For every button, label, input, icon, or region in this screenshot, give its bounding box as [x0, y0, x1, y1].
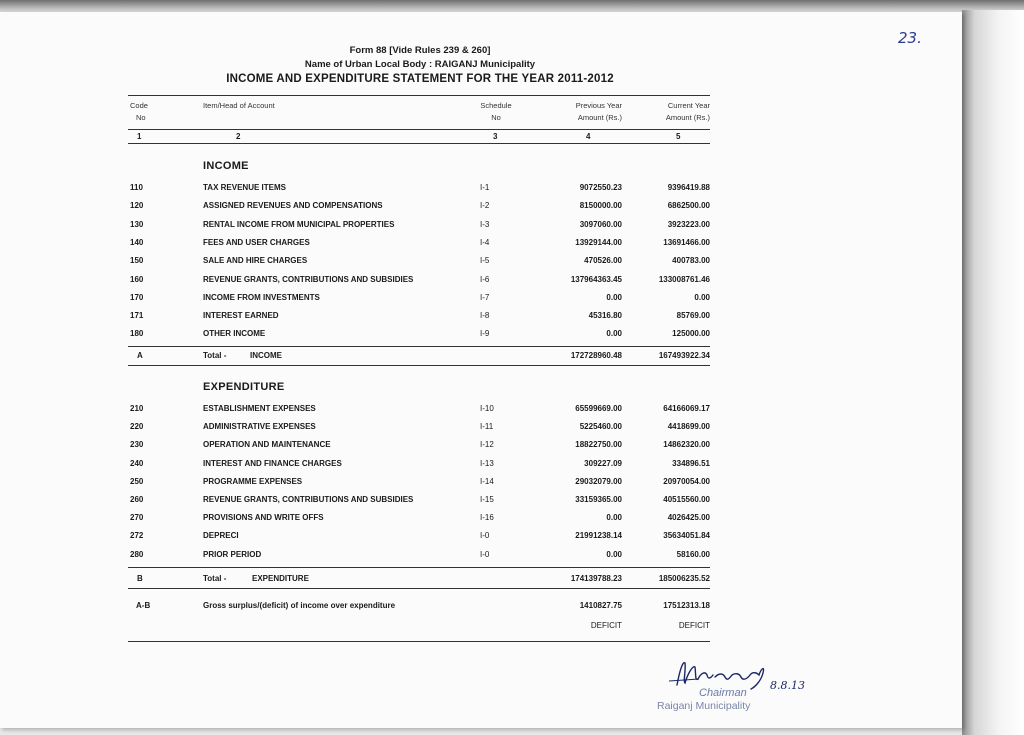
col-header-schedule-line1: Schedule	[480, 101, 512, 110]
income-row-current: 85769.00	[676, 311, 710, 321]
income-row-item: ASSIGNED REVENUES AND COMPENSATIONS	[203, 201, 383, 211]
expenditure-row-previous: 29032079.00	[575, 476, 622, 486]
income-row-schedule: I-8	[480, 311, 490, 321]
body-name: Name of Urban Local Body : RAIGANJ Municipality	[304, 59, 536, 70]
col-header-previous-line2: Amount (Rs.)	[577, 113, 622, 122]
income-row-current: 6862500.00	[667, 201, 710, 211]
income-row-current: 133008761.46	[658, 274, 710, 284]
signature-block	[655, 657, 825, 717]
expenditure-total-code: B	[137, 574, 143, 583]
income-row-item: INTEREST EARNED	[203, 311, 279, 321]
income-row-code: 160	[130, 274, 144, 284]
expenditure-row-item: PRIOR PERIOD	[203, 549, 262, 559]
income-row-schedule: I-7	[480, 292, 490, 302]
income-row-item: FEES AND USER CHARGES	[203, 237, 310, 247]
expenditure-row-current: 40515560.00	[663, 495, 710, 504]
income-row-schedule: I-4	[480, 237, 490, 247]
expenditure-row-schedule: I-0	[480, 531, 490, 541]
expenditure-row-item: ESTABLISHMENT EXPENSES	[203, 404, 316, 413]
income-row-current: 125000.00	[672, 329, 710, 339]
income-row-code: 120	[130, 201, 144, 211]
expenditure-row-code: 210	[130, 404, 144, 413]
income-section-title: INCOME	[203, 160, 249, 172]
document-page	[0, 12, 962, 728]
income-row-item: OTHER INCOME	[203, 329, 266, 339]
expenditure-row-current: 64166069.17	[663, 404, 710, 413]
expenditure-row-schedule: I-14	[480, 476, 494, 486]
col-header-previous	[540, 100, 622, 124]
income-row-code: 150	[130, 256, 144, 266]
income-row-item: TAX REVENUE ITEMS	[203, 183, 286, 192]
expenditure-row-item: PROVISIONS AND WRITE OFFS	[203, 513, 324, 523]
income-row-previous: 0.00	[606, 292, 622, 302]
income-total-top-rule	[128, 346, 710, 347]
income-row-previous: 0.00	[606, 329, 622, 339]
expenditure-row-code: 280	[130, 549, 144, 559]
expenditure-row-previous: 21991238.14	[575, 531, 622, 541]
expenditure-row-schedule: I-11	[480, 422, 494, 432]
expenditure-row-current: 4418699.00	[667, 422, 710, 432]
income-row-previous: 8150000.00	[579, 201, 622, 211]
expenditure-row-previous: 65599669.00	[575, 404, 622, 413]
stamp-organization: Raiganj Municipality	[657, 700, 751, 712]
expenditure-row-schedule: I-12	[480, 440, 494, 450]
surplus-previous: 1410827.75	[579, 601, 622, 610]
col-header-current-line1: Current Year	[667, 101, 710, 110]
income-row-previous: 45316.80	[588, 311, 622, 321]
header-rule	[128, 129, 710, 130]
expenditure-row-previous: 309227.09	[584, 458, 622, 468]
expenditure-row-current: 20970054.00	[663, 476, 710, 486]
stamp-title: Chairman	[699, 687, 747, 699]
expenditure-row-item: REVENUE GRANTS, CONTRIBUTIONS AND SUBSIDIES	[203, 495, 414, 504]
income-row-previous: 470526.00	[584, 256, 622, 266]
income-row-item: SALE AND HIRE CHARGES	[203, 256, 308, 266]
income-row-current: 0.00	[694, 292, 710, 302]
expenditure-row-code: 220	[130, 422, 144, 432]
col-header-schedule	[474, 100, 518, 124]
surplus-previous-note: DEFICIT	[590, 621, 622, 630]
income-total-code: A	[137, 351, 143, 360]
expenditure-row-code: 230	[130, 440, 144, 450]
income-row-current: 3923223.00	[667, 219, 710, 229]
income-row-schedule: I-1	[480, 183, 490, 192]
expenditure-row-item: PROGRAMME EXPENSES	[203, 476, 303, 486]
expenditure-total-bottom-rule	[128, 588, 710, 589]
income-row-schedule: I-9	[480, 329, 490, 339]
income-total-current: 167493922.34	[658, 351, 710, 360]
table-bottom-rule	[128, 641, 710, 642]
surplus-current-note: DEFICIT	[678, 621, 710, 630]
expenditure-section-title: EXPENDITURE	[203, 381, 285, 393]
income-row-item: RENTAL INCOME FROM MUNICIPAL PROPERTIES	[203, 219, 395, 229]
expenditure-row-current: 58160.00	[676, 549, 710, 559]
col-number-4: 4	[586, 132, 591, 141]
expenditure-total-name: EXPENDITURE	[252, 574, 309, 583]
expenditure-row-previous: 5225460.00	[579, 422, 622, 432]
expenditure-row-schedule: I-15	[480, 495, 494, 504]
expenditure-row-schedule: I-0	[480, 549, 490, 559]
income-row-code: 110	[130, 183, 143, 192]
col-header-code	[130, 100, 170, 124]
expenditure-row-schedule: I-16	[480, 513, 494, 523]
expenditure-row-current: 334896.51	[672, 458, 710, 468]
income-row-schedule: I-2	[480, 201, 490, 211]
expenditure-row-previous: 33159365.00	[575, 495, 622, 504]
col-header-code-line2: No	[136, 113, 146, 122]
expenditure-row-previous: 0.00	[606, 513, 622, 523]
col-header-previous-line1: Previous Year	[575, 101, 622, 110]
handwritten-page-number: 23.	[898, 29, 922, 47]
surplus-code: A-B	[136, 601, 151, 610]
income-row-code: 170	[130, 292, 144, 302]
statement-title: INCOME AND EXPENDITURE STATEMENT FOR THE YEAR 2011-2012	[226, 73, 614, 85]
scan-right-edge	[962, 10, 1024, 735]
income-row-schedule: I-3	[480, 219, 490, 229]
table-top-rule	[128, 95, 710, 96]
col-header-item: Item/Head of Account	[203, 101, 275, 110]
expenditure-row-previous: 0.00	[606, 549, 622, 559]
expenditure-row-code: 260	[130, 495, 144, 504]
col-number-2: 2	[236, 132, 241, 141]
income-row-current: 13691466.00	[663, 237, 710, 247]
expenditure-row-item: ADMINISTRATIVE EXPENSES	[203, 422, 316, 432]
expenditure-row-code: 240	[130, 458, 144, 468]
expenditure-row-code: 272	[130, 531, 144, 541]
column-number-rule	[128, 143, 710, 144]
income-row-schedule: I-6	[480, 274, 490, 284]
income-total-label: Total -	[203, 351, 227, 360]
income-total-bottom-rule	[128, 365, 710, 366]
expenditure-total-label: Total -	[203, 574, 227, 583]
income-row-previous: 3097060.00	[579, 219, 622, 229]
income-total-name: INCOME	[250, 351, 282, 360]
col-number-1: 1	[137, 132, 142, 141]
expenditure-total-top-rule	[128, 567, 710, 568]
expenditure-row-code: 270	[130, 513, 144, 523]
income-row-previous: 13929144.00	[575, 237, 622, 247]
col-header-code-line1: Code	[130, 101, 148, 110]
col-header-current-line2: Amount (Rs.)	[665, 113, 710, 122]
col-number-5: 5	[676, 132, 681, 141]
income-total-previous: 172728960.48	[570, 351, 622, 360]
expenditure-row-current: 4026425.00	[667, 513, 710, 523]
income-row-item: REVENUE GRANTS, CONTRIBUTIONS AND SUBSIDIES	[203, 274, 414, 284]
expenditure-row-schedule: I-10	[480, 404, 494, 413]
expenditure-total-current: 185006235.52	[658, 574, 710, 583]
expenditure-row-previous: 18822750.00	[575, 440, 622, 450]
col-header-schedule-line2: No	[491, 113, 501, 122]
income-row-previous: 137964363.45	[570, 274, 622, 284]
income-row-current: 9396419.88	[667, 183, 710, 192]
expenditure-row-code: 250	[130, 476, 144, 486]
signature-date: 8.8.13	[770, 679, 805, 692]
expenditure-row-item: OPERATION AND MAINTENANCE	[203, 440, 331, 450]
surplus-label: Gross surplus/(deficit) of income over expenditure	[203, 601, 396, 610]
income-row-code: 180	[130, 329, 144, 339]
expenditure-row-item: INTEREST AND FINANCE CHARGES	[203, 458, 342, 468]
expenditure-row-schedule: I-13	[480, 458, 494, 468]
income-row-current: 400783.00	[672, 256, 710, 266]
expenditure-row-current: 14862320.00	[663, 440, 710, 450]
col-number-3: 3	[493, 132, 498, 141]
expenditure-total-previous: 174139788.23	[570, 574, 622, 583]
income-row-schedule: I-5	[480, 256, 490, 266]
surplus-current: 17512313.18	[663, 601, 710, 610]
col-header-current	[630, 100, 710, 124]
expenditure-row-current: 35634051.84	[663, 531, 710, 541]
expenditure-row-item: DEPRECI	[203, 531, 239, 541]
income-row-code: 171	[130, 311, 144, 321]
form-reference: Form 88 [Vide Rules 239 & 260]	[349, 45, 491, 56]
income-row-previous: 9072550.23	[579, 183, 622, 192]
income-row-code: 140	[130, 237, 144, 247]
income-row-code: 130	[130, 219, 144, 229]
income-row-item: INCOME FROM INVESTMENTS	[203, 292, 320, 302]
